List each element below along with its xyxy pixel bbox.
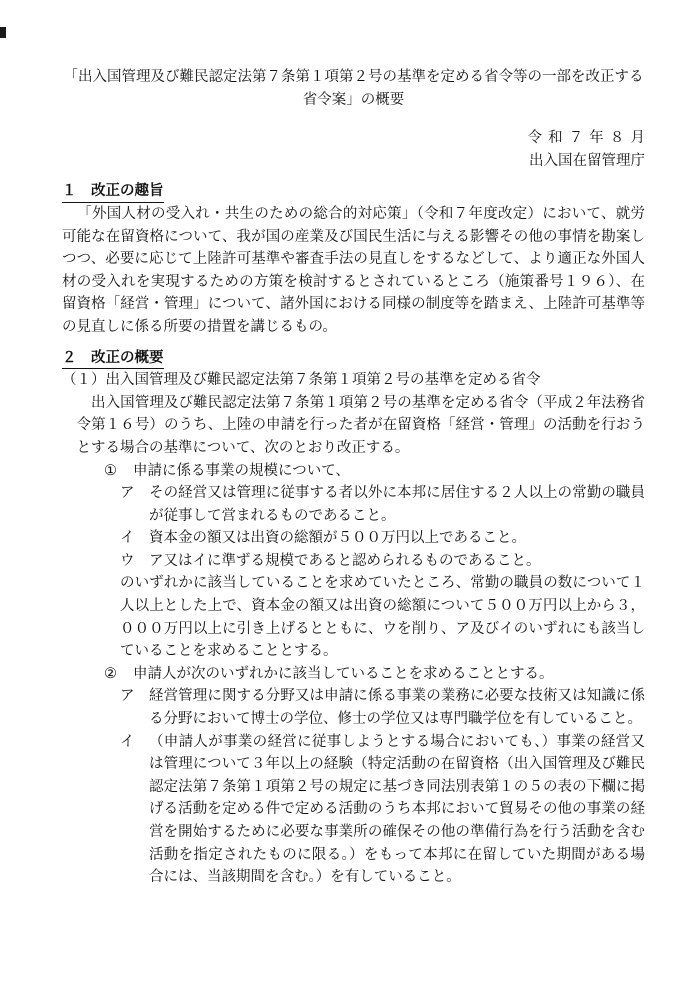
point-1-sub-u-text: ア又はイに準ずる規模であると認められるものであること。 xyxy=(149,552,541,569)
point-1-sub-a xyxy=(120,482,645,527)
section-1-heading xyxy=(62,180,645,203)
document-meta xyxy=(62,127,652,172)
point-1-label: ① xyxy=(104,462,117,479)
section-2-item1-intro: 出入国管理及び難民認定法第７条第１項第２号の基準を定める省令（平成２年法務省令第１６号）のうち、上陸の申請を行った者が在留資格「経営・管理」の活動を行おうとする場合の基準について、次のとおり改正する。 xyxy=(76,394,645,456)
point-1 xyxy=(104,460,645,483)
point-2-sub-i-text: （申請人が事業の経営に従事しようとする場合においても、）事業の経営又は管理について３年以上の経験（特定活動の在留資格（出入国管理及び難民認定法第７条第１項第２号の規定に基づき同法別表第１の５の表の下欄に掲げる活動を定める件で定める活動のうち本邦において貿易その他の事業の経営を開始するために必要な事業所の確保その他の準備行為を行う活動を含む活動を指定されたものに限る。）をもって本邦に在留していた期間がある場合には、当該期間を含む。）を有していること。 xyxy=(149,733,645,886)
point-1-sub-i-text: 資本金の額又は出資の総額が５００万円以上であること。 xyxy=(149,530,526,547)
point-2-sub-a-label: ア xyxy=(120,688,135,705)
document-date: 令和７年８月 xyxy=(527,130,652,147)
document-agency: 出入国在留管理庁 xyxy=(529,152,645,169)
point-1-conclusion: のいずれかに該当していることを求めていたところ、常勤の職員の数について１人以上とした上で、資本金の額又は出資の総額について５００万円以上から３，０００万円以上に引き上げるとともに、ウを削り、ア及びイのいずれにも該当していることを求めることとする。 xyxy=(120,575,645,660)
section-1-body: 「外国人材の受入れ・共生のための総合的対応策」（令和７年度改定）において、就労可能な在留資格について、我が国の産業及び国民生活に与える影響その他の事情を勘案しつつ、必要に応じて上陸許可基準や審査手法の見直しをするなどして、より適正な外国人材の受入れを実現するための方策を検討するとされているところ（施策番号１９６）、在留資格「経営・管理」について、諸外国における同様の制度等を踏まえ、上陸許可基準等の見直しに係る所要の措置を講じるもの。 xyxy=(62,205,645,335)
document-title xyxy=(62,66,645,111)
point-2-sub-a-text: 経営管理に関する分野又は申請に係る事業の業務に必要な技術又は知識に係る分野において博士の学位、修士の学位又は専門職学位を有していること。 xyxy=(149,688,645,728)
point-2 xyxy=(104,663,645,686)
point-1-sub-i-label: イ xyxy=(120,530,135,547)
document-title-line2: 省令案」の概要 xyxy=(302,91,405,108)
section-2-item1-heading: （１）出入国管理及び難民認定法第７条第１項第２号の基準を定める省令 xyxy=(62,372,541,389)
scan-artifact-mark xyxy=(0,27,6,38)
point-1-sub-a-text: その経営又は管理に従事する者以外に本邦に居住する２人以上の常勤の職員が従事して営まれるものであること。 xyxy=(149,485,645,524)
point-2-label: ② xyxy=(104,665,117,682)
point-1-sub-i xyxy=(120,527,645,550)
section-2-heading xyxy=(62,347,645,370)
point-1-sub-a-label: ア xyxy=(120,485,135,502)
point-2-sub-i-label: イ xyxy=(120,733,135,750)
point-2-sub-i xyxy=(120,731,645,889)
section-1-heading-text: １ 改正の趣旨 xyxy=(62,182,164,203)
point-1-sub-u-label: ウ xyxy=(120,552,135,569)
section-2-heading-text: ２ 改正の概要 xyxy=(62,349,164,370)
point-1-text: 申請に係る事業の規模について、 xyxy=(133,462,350,479)
document-title-line1: 「出入国管理及び難民認定法第７条第１項第２号の基準を定める省令等の一部を改正する xyxy=(63,69,644,85)
point-1-sub-u xyxy=(120,550,645,573)
point-2-sub-a xyxy=(120,685,645,730)
point-2-text: 申請人が次のいずれかに該当していることを求めることとする。 xyxy=(133,665,554,682)
section-2 xyxy=(62,347,645,889)
section-1 xyxy=(62,180,645,338)
